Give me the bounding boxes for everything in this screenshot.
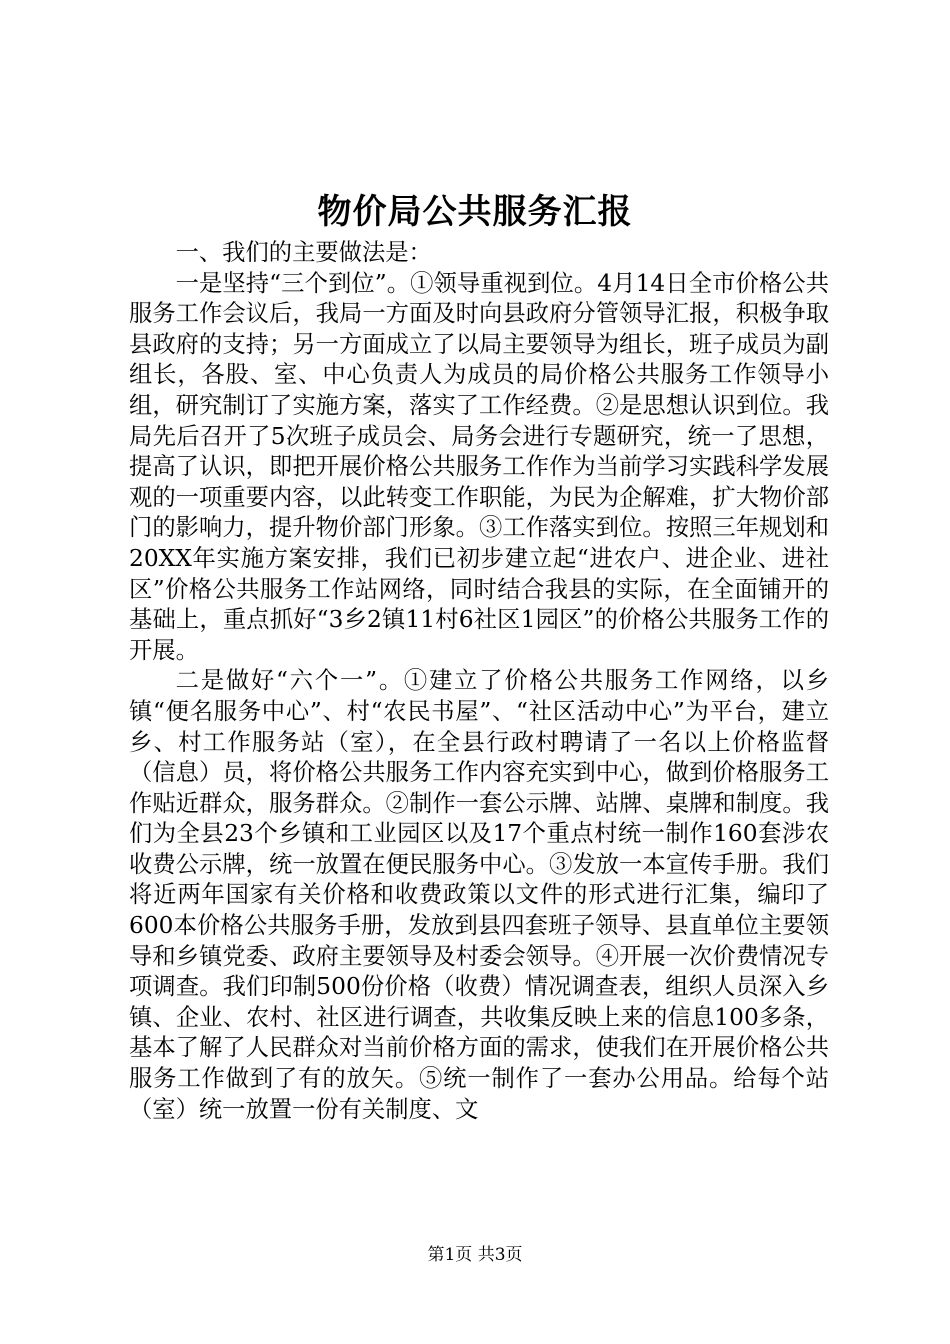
body-paragraph-2: 二是做好“六个一”。①建立了价格公共服务工作网络，以乡镇“便名服务中心”、村“农民书屋”、“社区活动中心”为平台，建立乡、村工作服务站（室），在全县行政村聘请了一名以上价格监督（信息）员，将价格公共服务工作内容充实到中心，做到价格服务工作贴近群众，服务群众。②制作一套公示牌、站牌、桌牌和制度。我们为全县23个乡镇和工业园区以及17个重点村统一制作160套涉农收费公示牌，统一放置在便民服务中心。③发放一本宣传手册。我们将近两年国家有关价格和收费政策以文件的形式进行汇集，编印了600本价格公共服务手册，发放到县四套班子领导、县直单位主要领导和乡镇党委、政府主要领导及村委会领导。④开展一次价费情况专项调查。我们印制500份价格（收费）情况调查表，组织人员深入乡镇、企业、农村、社区进行调查，共收集反映上来的信息100多条，基本了解了人民群众对当前价格方面的需求，使我们在开展价格公共服务工作做到了有的放矢。⑤统一制作了一套办公用品。给每个站（室）统一放置一份有关制度、文	[129, 667, 829, 1123]
body-paragraph-1: 一是坚持“三个到位”。①领导重视到位。4月14日全市价格公共服务工作会议后，我局一方面及时向县政府分管领导汇报，积极争取县政府的支持；另一方面成立了以局主要领导为组长，班子成员为副组长，各股、室、中心负责人为成员的局价格公共服务工作领导小组，研究制订了实施方案，落实了工作经费。②是思想认识到位。我局先后召开了5次班子成员会、局务会进行专题研究，统一了思想，提高了认识，即把开展价格公共服务工作作为当前学习实践科学发展观的一项重要内容，以此转变工作职能，为民为企解难，扩大物价部门的影响力，提升物价部门形象。③工作落实到位。按照三年规划和20XX年实施方案安排，我们已初步建立起“进农户、进企业、进社区”价格公共服务工作站网络，同时结合我县的实际，在全面铺开的基础上，重点抓好“3乡2镇11村6社区1园区”的价格公共服务工作的开展。	[129, 269, 829, 664]
page-number-footer: 第1页 共3页	[427, 1245, 523, 1265]
section-heading-paragraph: 一、我们的主要做法是：	[175, 239, 432, 266]
document-body	[129, 238, 829, 1125]
document-title: 物价局公共服务汇报	[317, 192, 633, 232]
